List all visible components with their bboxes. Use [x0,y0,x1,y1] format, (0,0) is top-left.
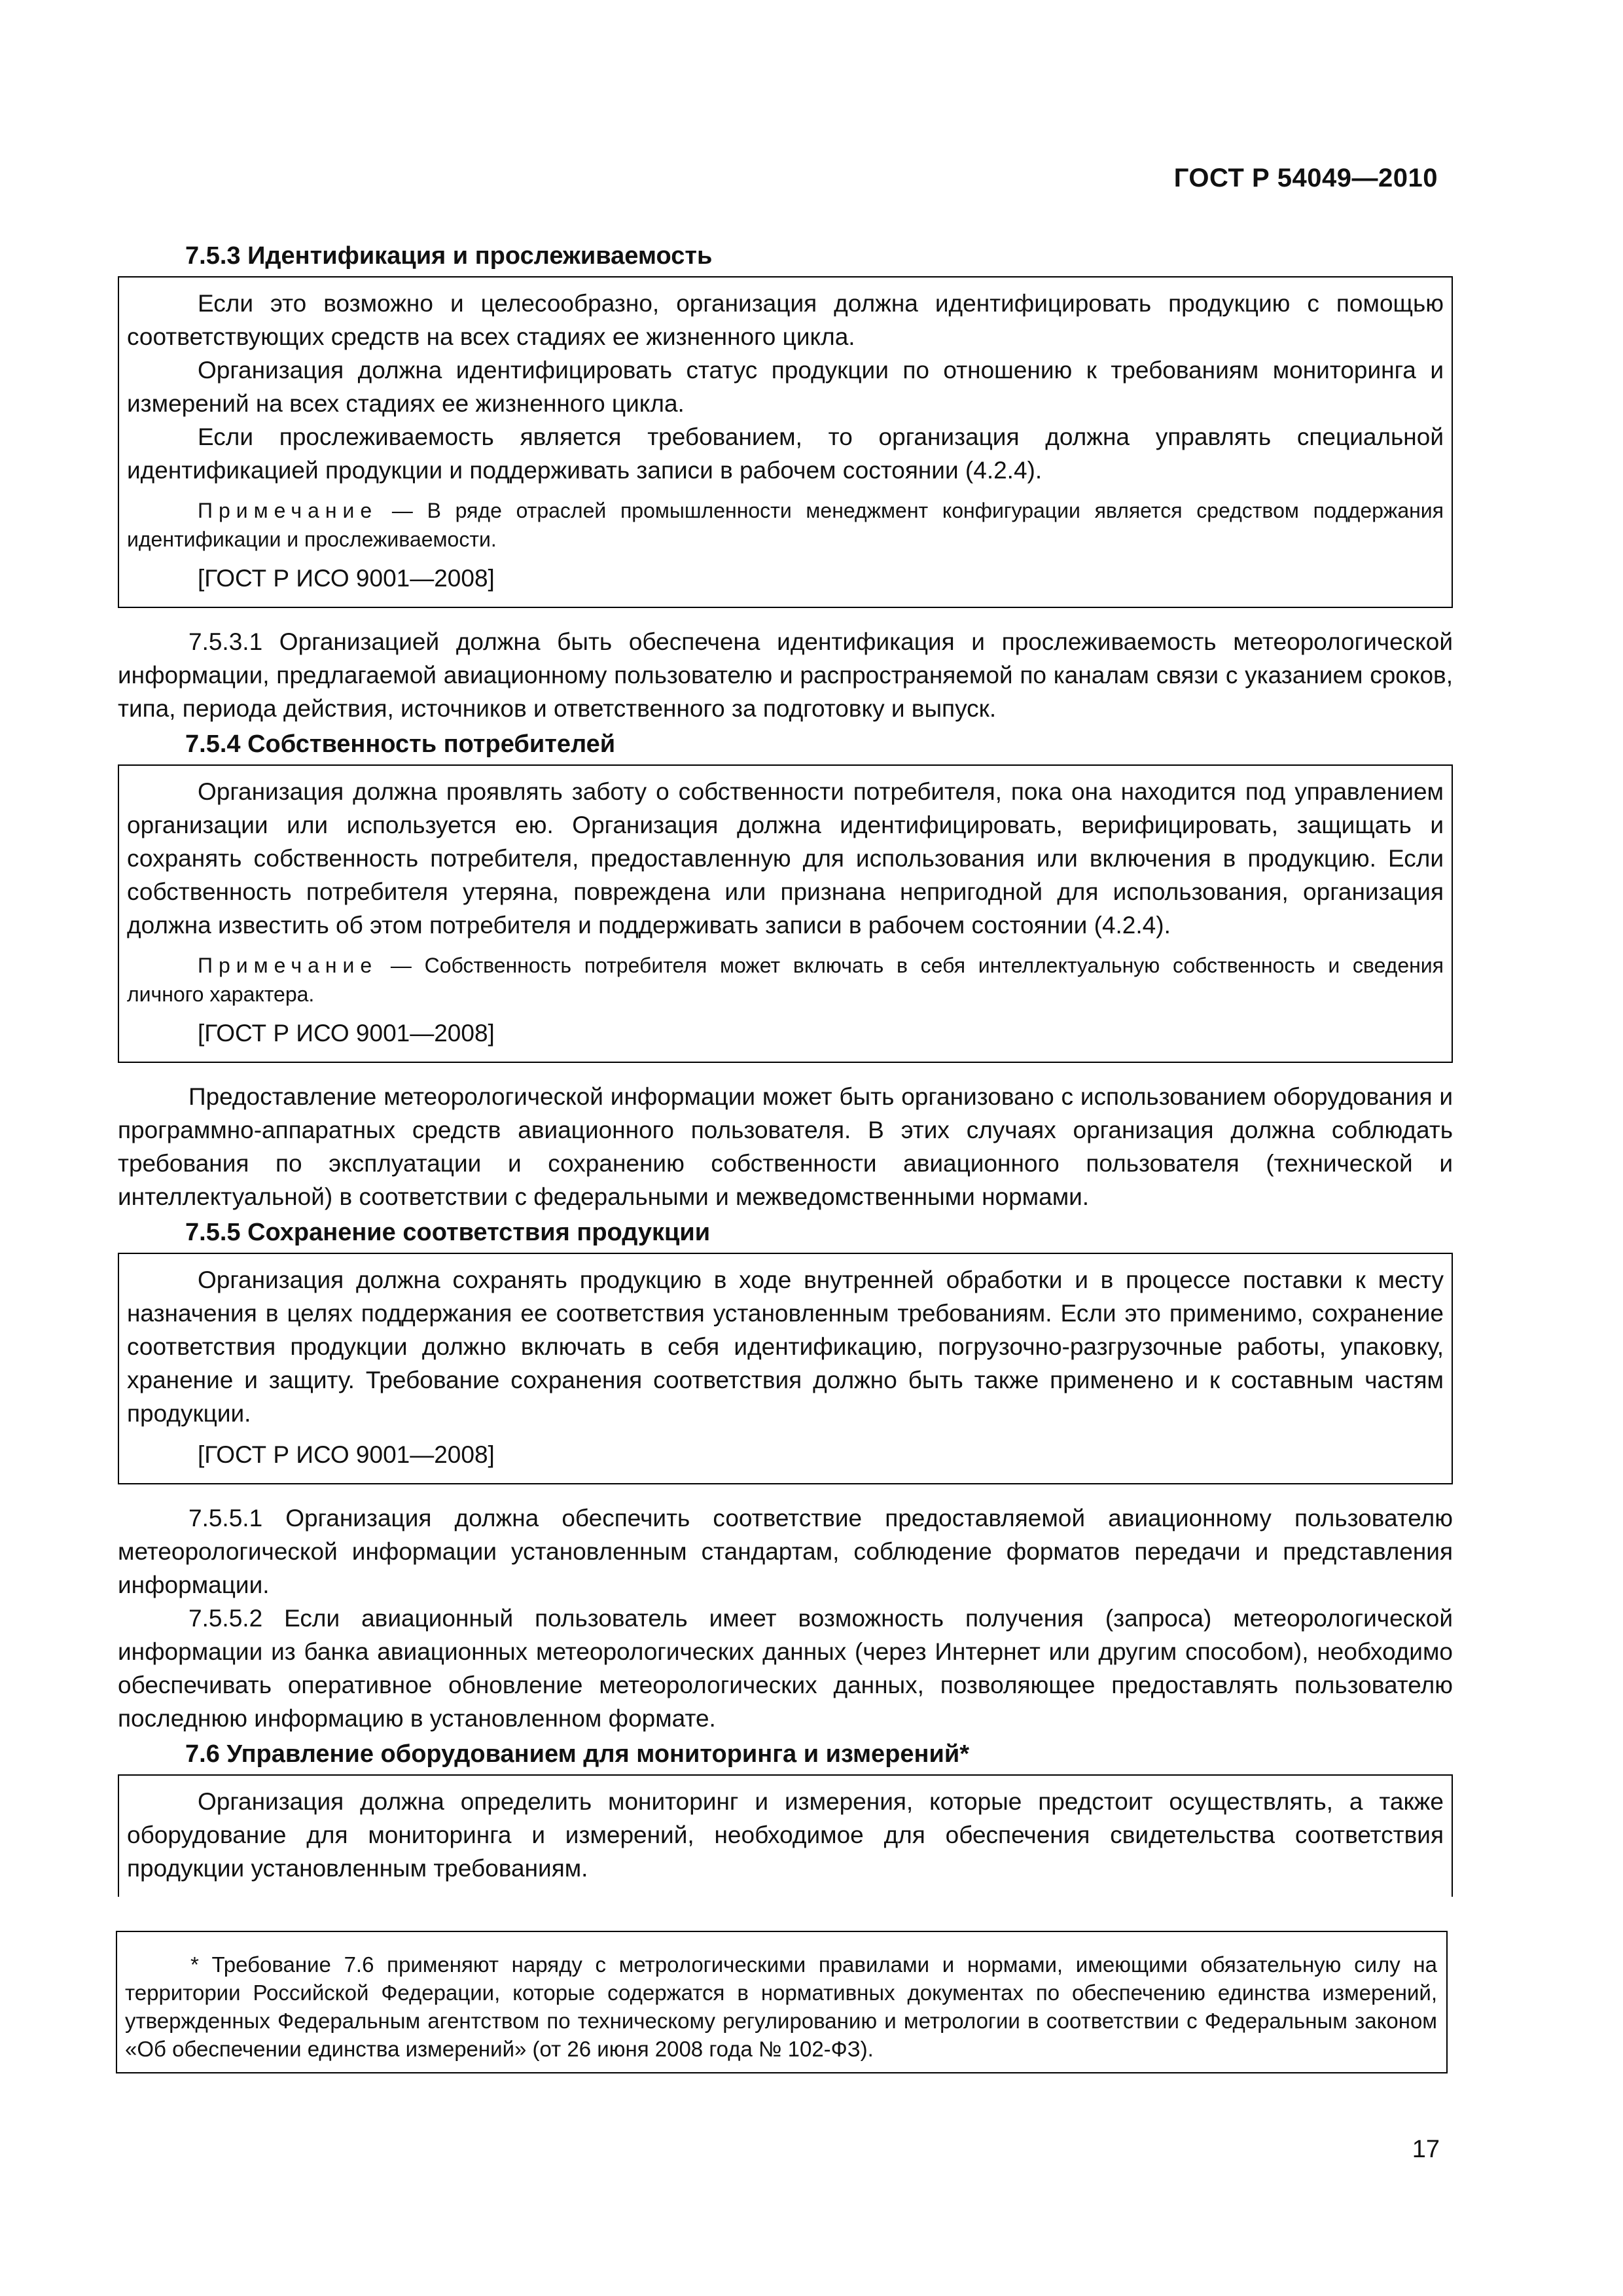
paragraph: Организация должна идентифицировать статус продукции по отношению к требованиям мониторинга и измерений на всех стадиях ее жизненного цикла. [127,357,1444,417]
reference: [ГОСТ Р ИСО 9001—2008] [198,565,495,592]
standard-header: ГОСТ Р 54049—2010 [1173,164,1438,192]
paragraph-7-5-5-2: 7.5.5.2 Если авиационный пользователь имеет возможность получения (запроса) метеорологической информации из банка авиационных метеорологических данных (через Интернет или другим способом), необходимо обеспечивать оперативное обновление метеорологических данных, позволяющее предоставлять пользователю последнюю информацию в установленном формате. [118,1605,1453,1732]
section-7-5-3-title: 7.5.3 Идентификация и прослеживаемость [185,242,713,270]
paragraph-7-5-5-1: 7.5.5.1 Организация должна обеспечить соответствие предоставляемой авиационному пользователю метеорологической информации установленным стандартам, соблюдение форматов передачи и представления информации. [118,1505,1453,1598]
footnote-box [116,1931,1448,2073]
quote-box-7-6 [118,1774,1453,1897]
note-label: Примечание [198,954,378,977]
page-content [118,237,1453,1897]
note [127,496,1444,554]
quote-box-7-5-3 [118,276,1453,608]
paragraph: Если это возможно и целесообразно, организация должна идентифицировать продукцию с помощью соответствующих средств на всех стадиях ее жизненного цикла. [127,290,1444,350]
quote-box-7-5-5 [118,1253,1453,1484]
paragraph-7-5-3-1: 7.5.3.1 Организацией должна быть обеспечена идентификация и прослеживаемость метеорологической информации, предлагаемой авиационному пользователю и распространяемой по каналам связи с указанием сроков, типа, периода действия, источников и ответственного за подготовку и выпуск. [118,628,1453,722]
reference: [ГОСТ Р ИСО 9001—2008] [198,1441,495,1468]
paragraph: Организация должна проявлять заботу о собственности потребителя, пока она находится под управлением организации или используется ею. Организация должна идентифицировать, верифицировать, защищать и сохранять собственность потребителя, предоставленную для использования или включения в продукцию. Если собственность потребителя утеряна, повреждена или признана непригодной для использования, организация должна известить об этом потребителя и поддерживать записи в рабочем состоянии (4.2.4). [127,778,1444,939]
section-7-5-4-title: 7.5.4 Собственность потребителей [185,730,616,758]
section-7-6-title: 7.6 Управление оборудованием для мониторинга и измерений* [185,1740,970,1768]
note-text: — В ряде отраслей промышленности менеджмент конфигурации является средством поддержания идентификации и прослеживаемости. [127,499,1444,551]
footnote-text: * Требование 7.6 применяют наряду с метрологическими правилами и нормами, имеющими обязательную силу на территории Российской Федерации, которые содержатся в нормативных документах по обеспечению единства измерений, утвержденных Федеральным агентством по техническому регулированию и метрологии в соответствии с Федеральным законом «Об обеспечении единства измерений» (от 26 июня 2008 года № 102-ФЗ). [125,1952,1437,2061]
reference: [ГОСТ Р ИСО 9001—2008] [198,1020,495,1047]
paragraph: Если прослеживаемость является требованием, то организация должна управлять специальной идентификацией продукции и поддерживать записи в рабочем состоянии (4.2.4). [127,423,1444,484]
section-7-5-5-title: 7.5.5 Сохранение соответствия продукции [185,1219,711,1246]
note-label: Примечание [198,499,378,522]
quote-box-7-5-4 [118,764,1453,1063]
page-number: 17 [1412,2136,1440,2163]
paragraph-7-5-4-after: Предоставление метеорологической информации может быть организовано с использованием оборудования и программно-аппаратных средств авиационного пользователя. В этих случаях организация должна соблюдать требования по эксплуатации и сохранению собственности авиационного пользователя (технической и интеллектуальной) в соответствии с федеральными и межведомственными нормами. [118,1083,1453,1210]
note-text: — Собственность потребителя может включать в себя интеллектуальную собственность и сведения личного характера. [127,954,1444,1006]
note [127,951,1444,1009]
paragraph: Организация должна сохранять продукцию в ходе внутренней обработки и в процессе поставки к месту назначения в целях поддержания ее соответствия установленным требованиям. Если это применимо, сохранение соответствия продукции должно включать в себя идентификацию, погрузочно-разгрузочные работы, упаковку, хранение и защиту. Требование сохранения соответствия должно быть также применено и к составным частям продукции. [127,1266,1444,1427]
paragraph: Организация должна определить мониторинг и измерения, которые предстоит осуществлять, а также оборудование для мониторинга и измерений, необходимое для обеспечения свидетельства соответствия продукции установленным требованиям. [127,1788,1444,1882]
